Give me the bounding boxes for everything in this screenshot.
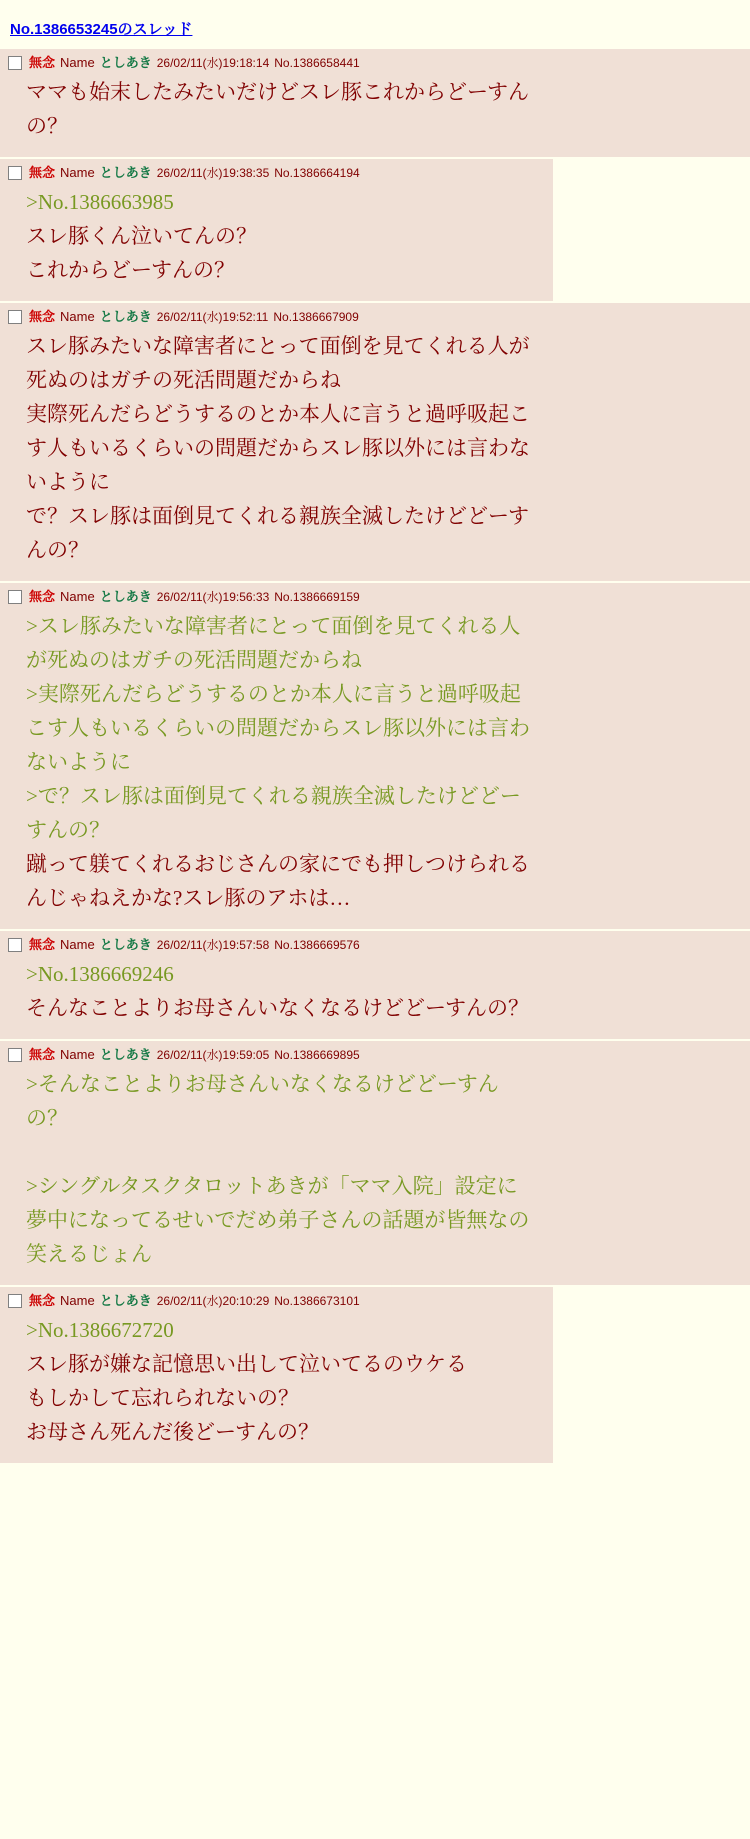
post-text-line: の？ [26,114,68,138]
post [0,931,750,1039]
post-text-line: す人もいるくらいの問題だからスレ豚以外には言わな [26,436,530,460]
post-header [8,55,742,75]
post-text-line: もしかして忘れられないの？ [26,1386,299,1410]
post-author: としあき [99,1047,152,1062]
name-label: Name [60,589,95,604]
name-label: Name [60,1293,95,1308]
post-number[interactable]: No.1386669159 [274,590,360,604]
post-quote-line: >シングルタスクタロットあきが「ママ入院」設定に [26,1174,518,1198]
post-quote-line: 笑えるじょん [26,1242,152,1266]
post-blank-line [26,1135,736,1169]
name-label: Name [60,937,95,952]
name-label: Name [60,55,95,70]
post-header [8,165,545,185]
post-datetime: 26/02/11(水)19:18:14 [156,56,270,70]
post [0,49,750,157]
post-subject: 無念 [29,1047,56,1062]
post-subject: 無念 [29,589,56,604]
post-subject: 無念 [29,309,56,324]
post-quote-line: >で？スレ豚は面倒見てくれる親族全滅したけどどー [26,784,521,808]
post-text-line: んじゃねえかな?スレ豚のアホは… [26,886,351,910]
post-datetime: 26/02/11(水)19:38:35 [156,166,270,180]
post-number[interactable]: No.1386658441 [274,56,360,70]
post-quote-line: >No.1386663985 [26,190,174,214]
post-header [8,1047,742,1067]
post-subject: 無念 [29,55,56,70]
post-quote-line: の？ [26,1106,68,1130]
post-body [8,75,742,143]
post-datetime: 26/02/11(水)19:52:11 [156,310,269,324]
post-text-line: スレ豚が嫌な記憶思い出して泣いてるのウケる [26,1352,467,1376]
post-body [8,957,742,1025]
post-body [8,1067,742,1271]
post-select-checkbox[interactable] [8,938,22,952]
post-select-checkbox[interactable] [8,166,22,180]
post-quote-line: すんの？ [26,818,110,842]
post-author: としあき [99,309,152,324]
post-header [8,1293,545,1313]
post-number[interactable]: No.1386669895 [274,1048,360,1062]
post-quote-line: >No.1386669246 [26,962,174,986]
post-list [0,49,750,1463]
post-body [8,329,742,567]
name-label: Name [60,1047,95,1062]
thread-link-container [0,0,750,49]
post-select-checkbox[interactable] [8,1048,22,1062]
post-text-line: ママも始末したみたいだけどスレ豚これからどーすん [26,80,529,104]
post-select-checkbox[interactable] [8,590,22,604]
post [0,583,750,929]
post-number[interactable]: No.1386667909 [273,310,359,324]
post-author: としあき [99,937,152,952]
post-select-checkbox[interactable] [8,310,22,324]
post-number[interactable]: No.1386673101 [274,1294,360,1308]
post-quote-line: >実際死んだらどうするのとか本人に言うと過呼吸起 [26,682,521,706]
post-quote-line: 夢中になってるせいでだめ弟子さんの話題が皆無なの [26,1208,530,1232]
post-body [8,185,545,287]
post-author: としあき [99,165,152,180]
post-datetime: 26/02/11(水)19:59:05 [156,1048,270,1062]
post-text-line: いように [26,470,110,494]
post-quote-line: >No.1386672720 [26,1318,174,1342]
name-label: Name [60,165,95,180]
post-quote-line: >そんなことよりお母さんいなくなるけどどーすん [26,1072,499,1096]
post-quote-line: ないように [26,750,131,774]
post-subject: 無念 [29,937,56,952]
post [0,303,750,581]
post-quote-line: が死ぬのはガチの死活問題だからね [26,648,362,672]
post-datetime: 26/02/11(水)19:57:58 [156,938,270,952]
post-datetime: 26/02/11(水)20:10:29 [156,1294,270,1308]
post-author: としあき [99,1293,152,1308]
post-subject: 無念 [29,1293,56,1308]
post-quote-line: こす人もいるくらいの問題だからスレ豚以外には言わ [26,716,530,740]
post-body [8,609,742,915]
post-text-line: スレ豚くん泣いてんの？ [26,224,257,248]
post-text-line: 蹴って躾てくれるおじさんの家にでも押しつけられる [26,852,530,876]
post-select-checkbox[interactable] [8,56,22,70]
post-author: としあき [99,589,152,604]
post-header [8,309,742,329]
post-select-checkbox[interactable] [8,1294,22,1308]
post [0,1287,553,1463]
post-header [8,937,742,957]
post-text-line: んの？ [26,538,89,562]
post-text-line: 死ぬのはガチの死活問題だからね [26,368,341,392]
post-quote-line: >スレ豚みたいな障害者にとって面倒を見てくれる人 [26,614,521,638]
post-body [8,1313,545,1449]
post-datetime: 26/02/11(水)19:56:33 [156,590,270,604]
post-text-line: そんなことよりお母さんいなくなるけどどーすんの？ [26,996,529,1020]
post [0,159,553,301]
post-number[interactable]: No.1386669576 [274,938,360,952]
post-text-line: 実際死んだらどうするのとか本人に言うと過呼吸起こ [26,402,530,426]
post-text-line: スレ豚みたいな障害者にとって面倒を見てくれる人が [26,334,530,358]
post-text-line: これからどーすんの？ [26,258,235,282]
post-subject: 無念 [29,165,56,180]
post-text-line: お母さん死んだ後どーすんの？ [26,1420,319,1444]
post [0,1041,750,1285]
thread-link[interactable]: No.1386653245のスレッド [10,21,193,38]
post-number[interactable]: No.1386664194 [274,166,360,180]
post-header [8,589,742,609]
name-label: Name [60,309,95,324]
post-author: としあき [99,55,152,70]
post-text-line: で？スレ豚は面倒見てくれる親族全滅したけどどーす [26,504,529,528]
